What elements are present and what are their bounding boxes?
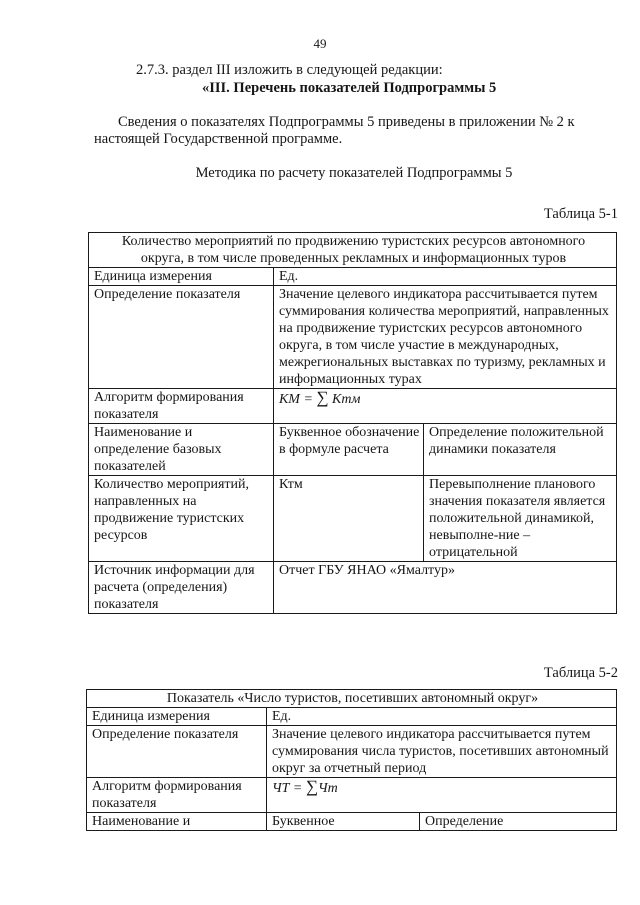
formula — [267, 778, 617, 813]
formula-lhs: КМ = — [279, 392, 317, 407]
table1-header-line1: Количество мероприятий по продвижению туристских ресурсов автономного — [121, 234, 586, 249]
intro-line-1: Сведения о показателях Подпрограммы 5 приведены в приложении № 2 к — [118, 114, 575, 130]
table-row — [87, 813, 617, 831]
algorithm-label: Алгоритм формирования показателя — [89, 389, 274, 424]
table-row — [89, 562, 617, 614]
source-value: Отчет ГБУ ЯНАО «Ямалтур» — [274, 562, 617, 614]
indicator-table-5-2 — [86, 689, 617, 831]
table-row — [89, 476, 617, 562]
table-row — [87, 690, 617, 708]
table1-header — [89, 233, 617, 268]
base-label: Наименование и — [87, 813, 267, 831]
base-col3: Определение положительной динамики показателя — [424, 424, 617, 476]
table-row — [89, 233, 617, 268]
formula-rhs: Ктм — [328, 392, 361, 407]
base-col3: Определение — [420, 813, 617, 831]
table1-caption: Таблица 5-1 — [543, 206, 618, 222]
unit-value: Ед. — [274, 268, 617, 286]
table1-header-line2: округа, в том числе проведенных рекламных и информационных туров — [140, 251, 567, 266]
intro-paragraph — [94, 114, 628, 148]
formula-lhs: ЧТ = — [272, 781, 306, 796]
definition-label: Определение показателя — [89, 286, 274, 389]
formula — [274, 389, 617, 424]
base-col2: Буквенное обозначение в формуле расчета — [274, 424, 424, 476]
definition-value: Значение целевого индикатора рассчитывается путем суммирования числа туристов, посетивших автономный округ за отчетный период — [267, 726, 617, 778]
indicator-table-5-1 — [88, 232, 617, 614]
row-name: Количество мероприятий, направленных на продвижение туристских ресурсов — [89, 476, 274, 562]
base-label: Наименование и определение базовых показателей — [89, 424, 274, 476]
unit-label: Единица измерения — [89, 268, 274, 286]
table-row — [87, 726, 617, 778]
table-row — [89, 424, 617, 476]
section-title: «III. Перечень показателей Подпрограммы 5 — [202, 80, 497, 96]
intro-line-2: настоящей Государственной программе. — [94, 131, 343, 147]
algorithm-label: Алгоритм формирования показателя — [87, 778, 267, 813]
table-row — [89, 268, 617, 286]
table2-caption: Таблица 5-2 — [543, 665, 618, 681]
definition-value: Значение целевого индикатора рассчитывается путем суммирования количества мероприятий, направленных на продвижение туристских ресурсов автономного округа, в том числе участие в международных, межрегиональных выставках по туризму, рекламных и информационных турах — [274, 286, 617, 389]
table2-header: Показатель «Число туристов, посетивших автономный округ» — [87, 690, 617, 708]
sum-symbol: ∑ — [305, 777, 319, 796]
clause-text: 2.7.3. раздел III изложить в следующей редакции: — [136, 62, 443, 78]
definition-label: Определение показателя — [87, 726, 267, 778]
sum-symbol: ∑ — [316, 388, 329, 407]
row-symbol: Ктм — [274, 476, 424, 562]
table-row — [89, 286, 617, 389]
base-col2: Буквенное — [267, 813, 420, 831]
unit-value: Ед. — [267, 708, 617, 726]
unit-label: Единица измерения — [87, 708, 267, 726]
row-dynamics: Перевыполнение планового значения показателя является положительной динамикой, невыполне-ние – отрицательной — [424, 476, 617, 562]
method-title: Методика по расчету показателей Подпрограммы 5 — [195, 165, 513, 181]
table-row — [89, 389, 617, 424]
source-label: Источник информации для расчета (определения) показателя — [89, 562, 274, 614]
table-row — [87, 708, 617, 726]
page-number: 49 — [313, 36, 327, 51]
table-row — [87, 778, 617, 813]
formula-rhs: Чт — [318, 781, 338, 796]
